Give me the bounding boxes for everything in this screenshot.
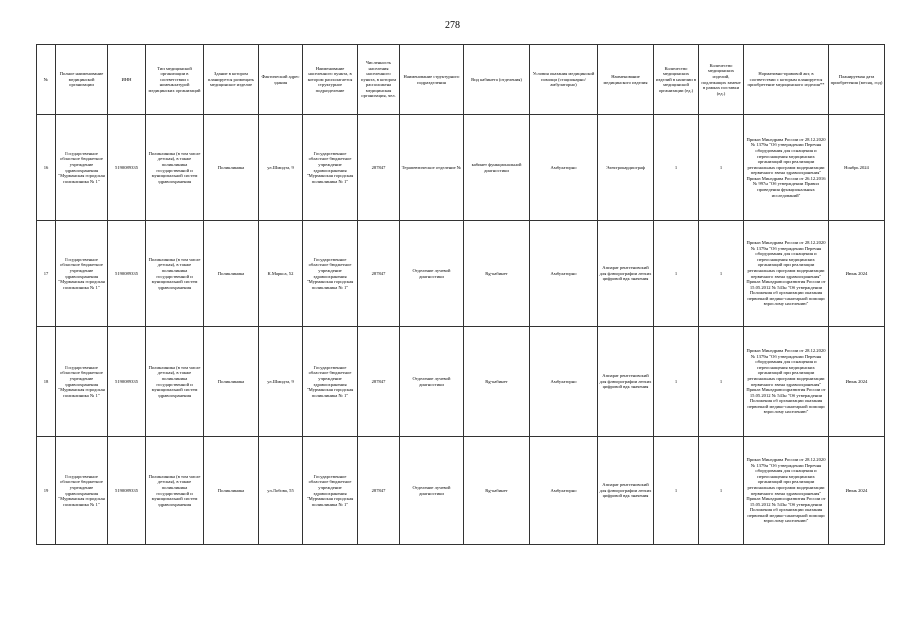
cell-locality: Государственное областное бюджетное учреждение здравоохранения "Мурманская городская поликлиника № 1" [303,115,358,221]
cell-conditions: Амбулаторно [530,437,598,545]
cell-org-type: Поликлиника (в том числе детская), в также поликлиника государственной и муниципальной систем здравоохранения [146,221,204,327]
header-locality: Наименование населенного пункта, в котором располагается структурное подразделение [303,45,358,115]
cell-population: 287847 [358,115,400,221]
cell-legal-act: Приказ Минздрава России от 28.12.2020 № 1379н "Об утверждении Перечня оборудования для оснащения и переоснащения медицинских организаций при реализации региональных программ модернизации первичного звена здравоохранения" Приказ Минздрава России от 26.12.2016 № 997н "Об утверждении Правил проведения функциональных исследований" [744,115,829,221]
cell-num: 18 [37,327,56,437]
header-device: Наименование медицинского изделия [598,45,654,115]
cell-org: Государственное областное бюджетное учреждение здравоохранения "Мурманская городская поликлиника № 1" [56,327,108,437]
cell-qty-have: 1 [654,115,699,221]
cell-org-type: Поликлиника (в том числе детская), в также поликлиника государственной и муниципальной систем здравоохранения [146,115,204,221]
table-row [37,327,885,437]
cell-inn: 5190089335 [108,115,146,221]
cell-inn: 5190089335 [108,327,146,437]
cell-num: 16 [37,115,56,221]
cell-qty-replace: 1 [699,327,744,437]
cell-org-type: Поликлиника (в том числе детская), в также поликлиника государственной и муниципальной систем здравоохранения [146,437,204,545]
equipment-table [36,44,885,545]
cell-date: Ноябрь 2024 [829,115,885,221]
header-conditions: Условия оказания медицинской помощи (стационарно/амбулаторно) [530,45,598,115]
table-row [37,221,885,327]
cell-cabinet: Rg-кабинет [464,221,530,327]
cell-legal-act: Приказ Минздрава России от 28.12.2020 № 1379н "Об утверждении Перечня оборудования для оснащения и переоснащения медицинских организаций при реализации региональных программ модернизации первичного звена здравоохранения" Приказ Минздравсоцразвития России от 15.05.2012 № 543н "Об утверждении Положения об организации оказания первичной медико-санитарной помощи взрослому населению" [744,437,829,545]
cell-locality: Государственное областное бюджетное учреждение здравоохранения "Мурманская городская поликлиника № 1" [303,221,358,327]
header-population: Численность населения населенного пункта, в котором расположена медицинская организация, чел. [358,45,400,115]
header-legal-act: Нормативно-правовой акт, в соответствии с которым планируется приобретение медицинского изделия** [744,45,829,115]
cell-date: Июнь 2024 [829,221,885,327]
cell-address: ул.Шмидта, 9 [259,115,303,221]
cell-building: Поликлиника [204,327,259,437]
cell-inn: 5190089335 [108,221,146,327]
header-qty-have: Количество медицинских изделий в наличии в медицинской организации (ед.) [654,45,699,115]
cell-org: Государственное областное бюджетное учреждение здравоохранения "Мурманская городская поликлиника № 1" [56,221,108,327]
cell-division: Отделение лучевой диагностики [400,221,464,327]
cell-legal-act: Приказ Минздрава России от 28.12.2020 № 1379н "Об утверждении Перечня оборудования для оснащения и переоснащения медицинских организаций при реализации региональных программ модернизации первичного звена здравоохранения" Приказ Минздравсоцразвития России от 15.05.2012 № 543н "Об утверждении Положения об организации оказания первичной медико-санитарной помощи взрослому населению" [744,327,829,437]
table-header-row [37,45,885,115]
cell-device: Аппарат рентгеновский для флюорографии легких цифровой вдк значения [598,327,654,437]
header-qty-replace: Количество медицинских изделий, подлежащих замене в рамках поставки (ед.) [699,45,744,115]
cell-population: 287847 [358,221,400,327]
cell-conditions: Амбулаторно [530,115,598,221]
table-row [37,115,885,221]
cell-conditions: Амбулаторно [530,221,598,327]
cell-device: Аппарат рентгеновский для флюорографии легких цифровой вдк значения [598,221,654,327]
cell-building: Поликлиника [204,437,259,545]
cell-qty-have: 1 [654,437,699,545]
cell-device: Электрокардиограф [598,115,654,221]
cell-qty-have: 1 [654,327,699,437]
header-division: Наименование структурного подразделения [400,45,464,115]
cell-building: Поликлиника [204,115,259,221]
cell-qty-replace: 1 [699,115,744,221]
header-org: Полное наименование медицинской организации [56,45,108,115]
cell-population: 287847 [358,437,400,545]
cell-locality: Государственное областное бюджетное учреждение здравоохранения "Мурманская городская поликлиника № 1" [303,437,358,545]
cell-cabinet: Rg-кабинет [464,437,530,545]
cell-population: 287847 [358,327,400,437]
cell-address: ул.Лобова, 55 [259,437,303,545]
cell-conditions: Амбулаторно [530,327,598,437]
header-cabinet: Вид кабинета (отделения) [464,45,530,115]
cell-device: Аппарат рентгеновский для флюорографии легких цифровой вдк значения [598,437,654,545]
cell-address: ул.Шмидта, 9 [259,327,303,437]
header-org-type: Тип медицинской организации в соответствии с номенклатурой медицинских организаций [146,45,204,115]
cell-org: Государственное областное бюджетное учреждение здравоохранения "Мурманская городская поликлиника № 1" [56,437,108,545]
header-date: Планируемая дата приобретения (месяц, год) [829,45,885,115]
table-row [37,437,885,545]
header-address: Фактический адрес здания [259,45,303,115]
cell-division: Отделение лучевой диагностики [400,437,464,545]
cell-date: Июнь 2024 [829,327,885,437]
header-num: № [37,45,56,115]
cell-date: Июнь 2024 [829,437,885,545]
cell-qty-replace: 1 [699,437,744,545]
cell-qty-have: 1 [654,221,699,327]
cell-org: Государственное областное бюджетное учреждение здравоохранения "Мурманская городская поликлиника № 1" [56,115,108,221]
cell-locality: Государственное областное бюджетное учреждение здравоохранения "Мурманская городская поликлиника № 1" [303,327,358,437]
cell-qty-replace: 1 [699,221,744,327]
cell-building: Поликлиника [204,221,259,327]
header-building: Здание в котором планируется размещать медицинское изделие [204,45,259,115]
cell-address: К.Маркса, 52 [259,221,303,327]
cell-legal-act: Приказ Минздрава России от 28.12.2020 № 1379н "Об утверждении Перечня оборудования для оснащения и переоснащения медицинских организаций при реализации региональных программ модернизации первичного звена здравоохранения" Приказ Минздравсоцразвития России от 15.05.2012 № 543н "Об утверждении Положения об организации оказания первичной медико-санитарной помощи взрослому населению" [744,221,829,327]
cell-cabinet: кабинет функциональной диагностики [464,115,530,221]
cell-cabinet: Rg-кабинет [464,327,530,437]
cell-division: Терапевтическое отделение № [400,115,464,221]
cell-division: Отделение лучевой диагностики [400,327,464,437]
cell-org-type: Поликлиника (в том числе детская), в также поликлиника государственной и муниципальной систем здравоохранения [146,327,204,437]
cell-inn: 5190089335 [108,437,146,545]
header-inn: ИНН [108,45,146,115]
cell-num: 19 [37,437,56,545]
cell-num: 17 [37,221,56,327]
page-number: 278 [445,20,460,31]
